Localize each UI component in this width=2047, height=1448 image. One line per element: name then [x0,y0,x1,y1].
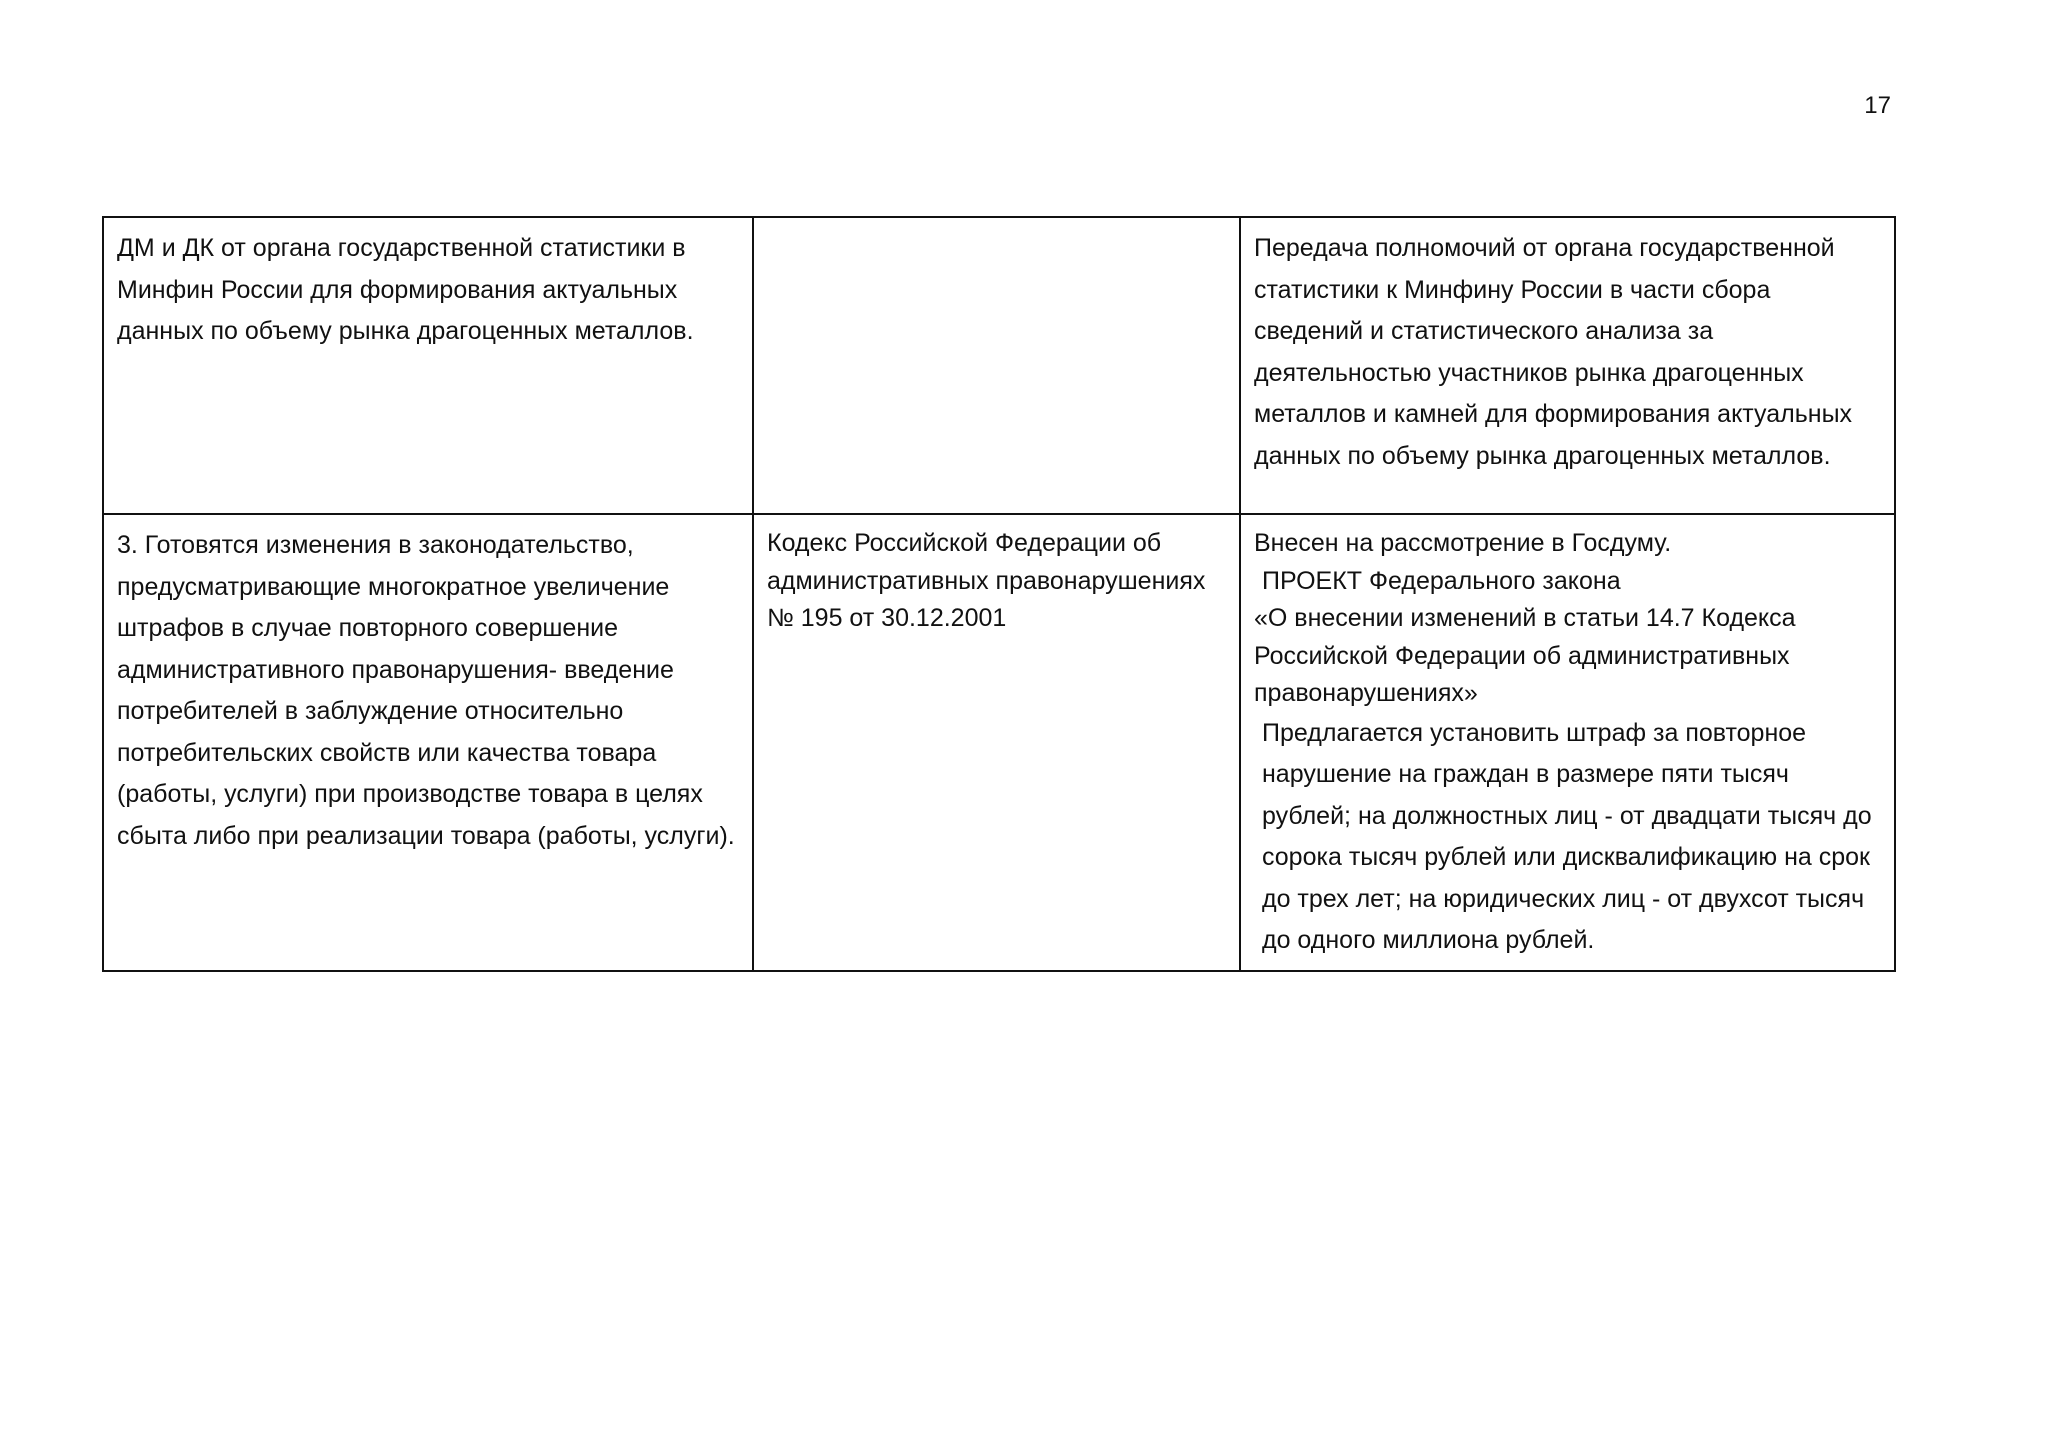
table-cell-status [1240,217,1895,514]
cell-text: Передача полномочий от органа государственной статистики к Минфину России в части сбора сведений и статистического анализа за деятельностью участников рынка драгоценных металлов и камней для формирования актуальных данных по объему рынка драгоценных металлов. [1254,234,1853,470]
table-cell-measure [103,217,753,514]
law-number: № 195 от 30.12.2001 [767,604,1007,632]
table-row [103,217,1895,514]
table-cell-status [1240,514,1895,971]
table-cell-legal-act [753,514,1240,971]
page-number: 17 [1864,92,1891,119]
status-text: Внесен на рассмотрение в Госдуму. [1254,529,1672,557]
law-name: Кодекс Российской Федерации об административных правонарушениях [767,529,1206,595]
document-table [102,216,1896,972]
project-title: «О внесении изменений в статьи 14.7 Кодекса Российской Федерации об административных правонарушениях» [1254,604,1796,707]
table-cell-legal-act [753,217,1240,514]
table-row [103,514,1895,971]
project-label: ПРОЕКТ Федерального закона [1262,566,1621,595]
cell-text: ДМ и ДК от органа государственной статистики в Минфин России для формирования актуальных данных по объему рынка драгоценных металлов. [117,234,694,345]
proposal-text: Предлагается установить штраф за повторное нарушение на граждан в размере пяти тысяч рублей; на должностных лиц - от двадцати тысяч до сорока тысяч рублей или дисквалификацию на срок до трех лет; на юридических лиц - от двухсот тысяч до одного миллиона рублей. [1262,718,1872,954]
table-cell-measure [103,514,753,971]
cell-text: 3. Готовятся изменения в законодательство, предусматривающие многократное увеличение штрафов в случае повторного совершение административного правонарушения- введение потребителей в заблуждение относительно потребительских свойств или качества товара (работы, услуги) при производстве товара в целях сбыта либо при реализации товара (работы, услуги). [117,531,735,850]
